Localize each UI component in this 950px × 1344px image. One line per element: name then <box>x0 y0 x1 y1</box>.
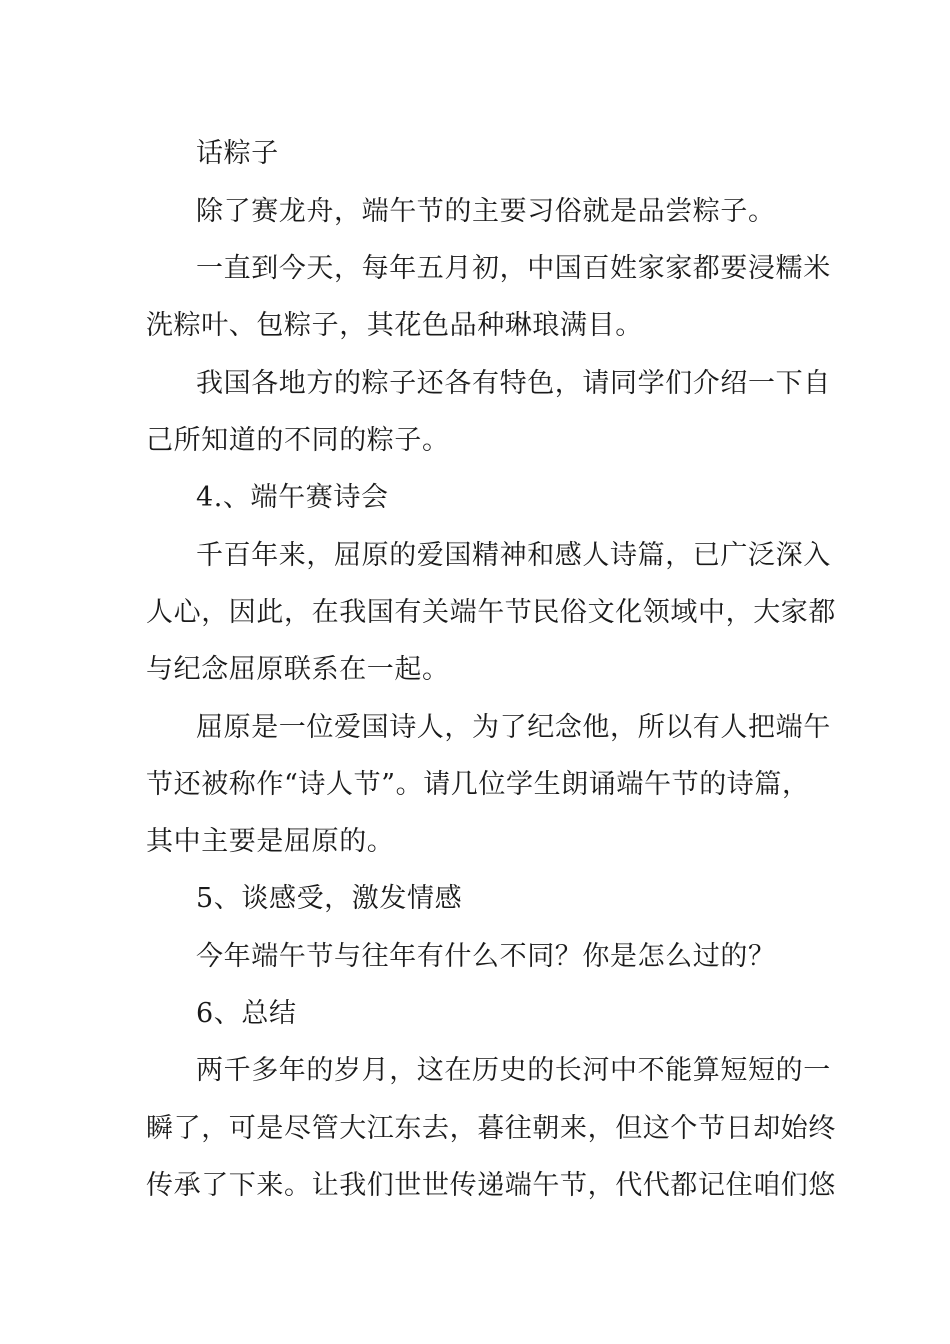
section-heading: 6、总结 <box>196 998 297 1029</box>
section-heading: 话粽子 <box>196 138 279 169</box>
paragraph-line: 屈原是一位爱国诗人，为了纪念他，所以有人把端午 <box>196 712 831 743</box>
paragraph-line: 其中主要是屈原的。 <box>146 826 395 857</box>
paragraph-line: 洗粽叶、包粽子，其花色品种琳琅满目。 <box>146 310 643 341</box>
paragraph-line: 传承了下来。让我们世世传递端午节，代代都记住咱们悠 <box>146 1170 836 1201</box>
paragraph-line: 人心，因此，在我国有关端午节民俗文化领域中，大家都 <box>146 597 836 628</box>
section-heading: 4.、端午赛诗会 <box>196 482 389 513</box>
paragraph-line: 瞬了，可是尽管大江东去，暮往朝来，但这个节日却始终 <box>146 1113 836 1144</box>
section-heading: 5、谈感受，激发情感 <box>196 883 463 914</box>
paragraph-line: 一直到今天，每年五月初，中国百姓家家都要浸糯米 <box>196 253 831 284</box>
paragraph-line: 除了赛龙舟，端午节的主要习俗就是品尝粽子。 <box>196 196 776 227</box>
paragraph-line: 节还被称作“诗人节”。请几位学生朗诵端午节的诗篇， <box>146 769 810 800</box>
paragraph-line: 两千多年的岁月，这在历史的长河中不能算短短的一 <box>196 1055 831 1086</box>
paragraph-line: 今年端午节与往年有什么不同？你是怎么过的？ <box>196 941 776 972</box>
paragraph-line: 己所知道的不同的粽子。 <box>146 425 450 456</box>
paragraph-line: 与纪念屈原联系在一起。 <box>146 654 450 685</box>
paragraph-line: 千百年来，屈原的爱国精神和感人诗篇，已广泛深入 <box>196 540 831 571</box>
paragraph-line: 我国各地方的粽子还各有特色，请同学们介绍一下自 <box>196 368 831 399</box>
